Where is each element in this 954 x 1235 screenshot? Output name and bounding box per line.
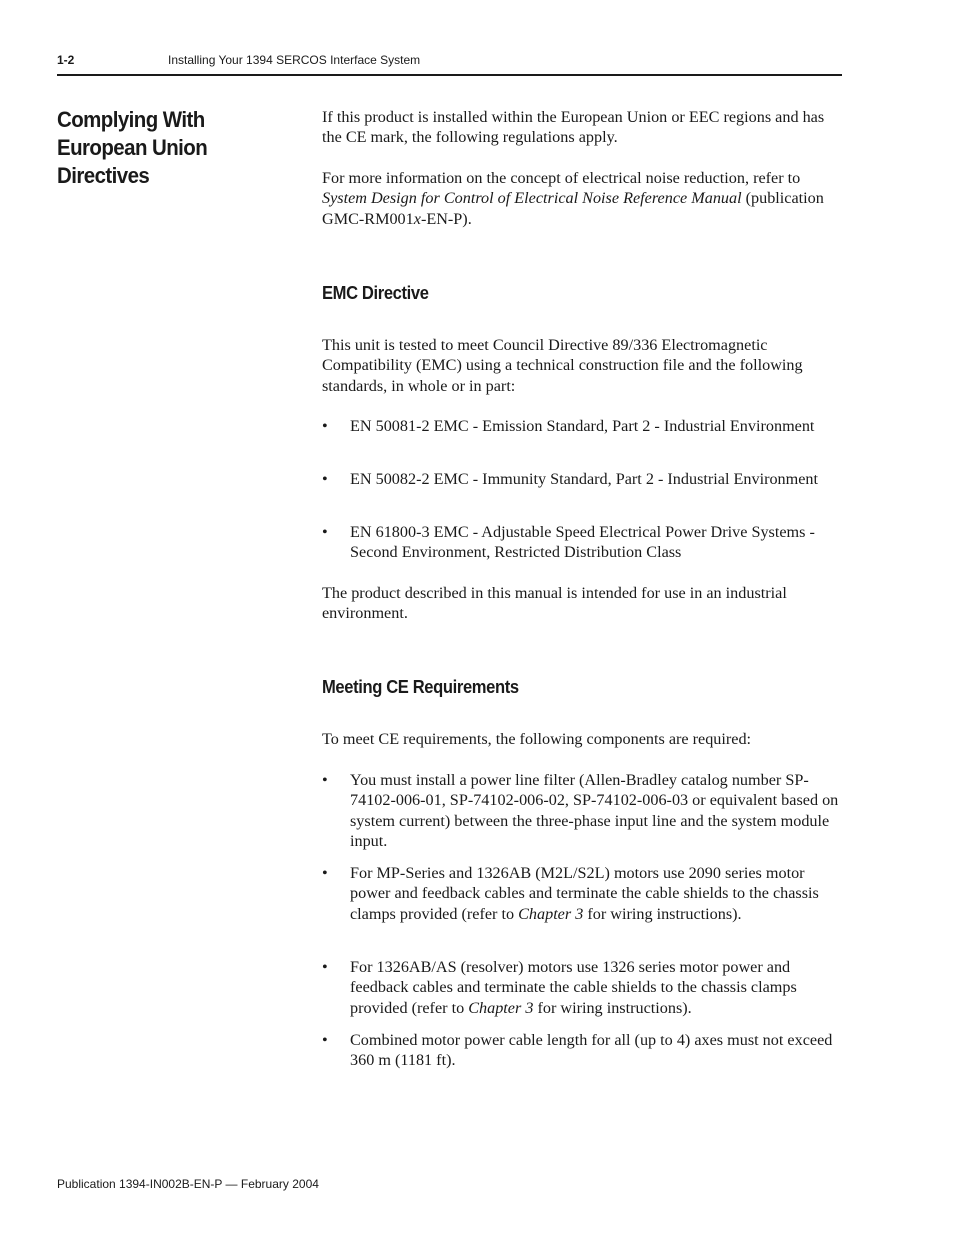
emc-directive-heading: EMC Directive [322, 283, 429, 303]
bullet-icon: • [322, 1031, 328, 1049]
section-title: Complying With European Union Directives [57, 107, 208, 188]
header-rule [57, 74, 842, 76]
intro-paragraph-1: If this product is installed within the European Union or EEC regions and has the CE mark, the following regulations apply. [322, 108, 825, 147]
ce-paragraph: To meet CE requirements, the following components are required: [322, 730, 752, 748]
intro-paragraph-2: For more information on the concept of electrical noise reduction, refer to System Design for Control of Electrical Noise Reference Manual (publication GMC-RM001x-EN-P). [322, 169, 824, 228]
emc-paragraph: This unit is tested to meet Council Directive 89/336 Electromagnetic Compatibility (EMC) using a technical construction file and the following standards, in whole or in part: [322, 336, 803, 395]
bullet-icon: • [322, 417, 328, 435]
chapter-3-reference: Chapter 3 [468, 998, 534, 1017]
bullet-icon: • [322, 523, 328, 541]
emc-closing-paragraph: The product described in this manual is intended for use in an industrial environment. [322, 584, 787, 623]
page-number: 1-2 [57, 53, 75, 67]
bullet-icon: • [322, 958, 328, 976]
chapter-3-reference: Chapter 3 [518, 904, 584, 923]
bullet-icon: • [322, 864, 328, 882]
bullet-icon: • [322, 470, 328, 488]
publication-footer: Publication 1394-IN002B-EN-P — February 2004 [57, 1177, 319, 1191]
noise-reference-manual-title: System Design for Control of Electrical Noise Reference Manual [322, 189, 742, 208]
bullet-icon: • [322, 771, 328, 789]
ce-requirements-heading: Meeting CE Requirements [322, 677, 519, 697]
running-header-title: Installing Your 1394 SERCOS Interface System [168, 53, 421, 67]
